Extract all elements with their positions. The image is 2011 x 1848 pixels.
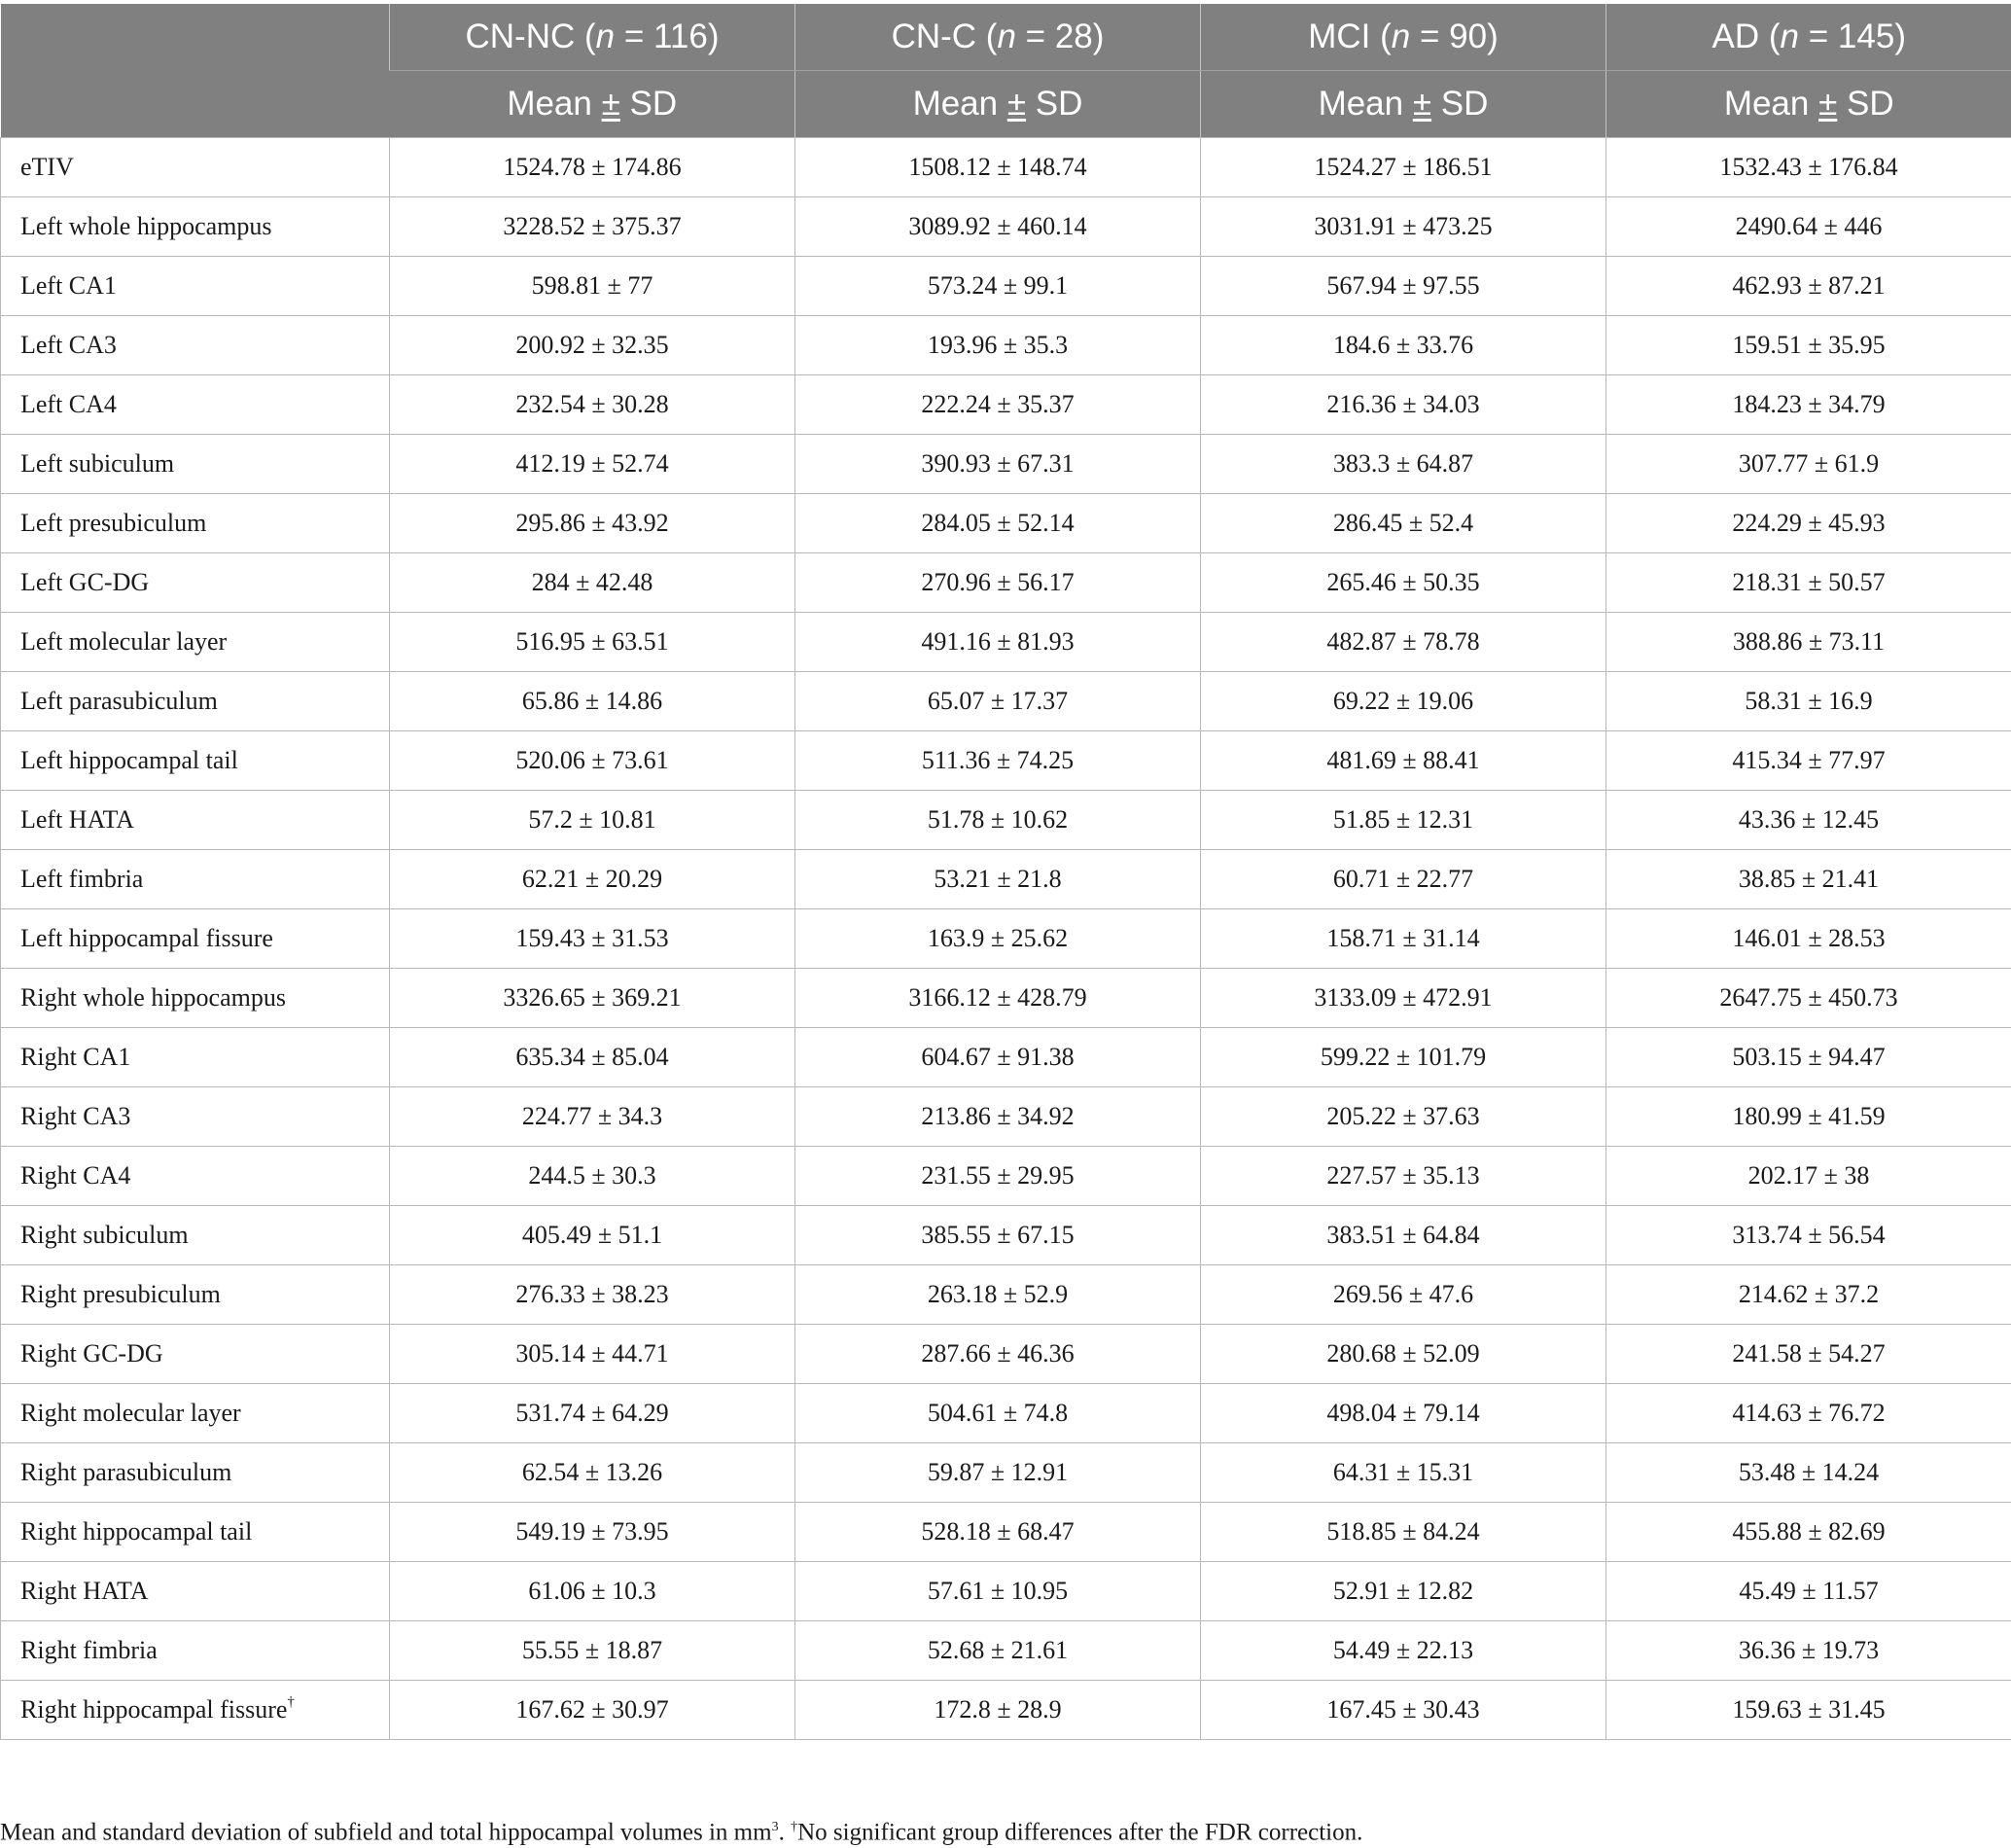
row-label: Right parasubiculum [1,1443,390,1503]
value-cell: 51.85 ± 12.31 [1201,791,1606,850]
value-cell: 244.5 ± 30.3 [390,1147,795,1206]
value-cell: 511.36 ± 74.25 [795,731,1201,791]
value-cell: 2490.64 ± 446 [1606,197,2011,257]
value-cell: 414.63 ± 76.72 [1606,1384,2011,1443]
value-cell: 62.21 ± 20.29 [390,850,795,909]
table-row [1,1325,2011,1384]
value-cell: 167.62 ± 30.97 [390,1681,795,1740]
table-row [1,1265,2011,1325]
value-cell: 383.51 ± 64.84 [1201,1206,1606,1265]
value-cell: 202.17 ± 38 [1606,1147,2011,1206]
stat-header-cell: Mean ± SD [390,71,795,138]
value-cell: 503.15 ± 94.47 [1606,1028,2011,1087]
value-cell: 280.68 ± 52.09 [1201,1325,1606,1384]
row-label: Right hippocampal fissure† [1,1681,390,1740]
value-cell: 214.62 ± 37.2 [1606,1265,2011,1325]
value-cell: 51.78 ± 10.62 [795,791,1201,850]
value-cell: 53.48 ± 14.24 [1606,1443,2011,1503]
value-cell: 1524.78 ± 174.86 [390,138,795,197]
row-label: Right GC-DG [1,1325,390,1384]
value-cell: 57.2 ± 10.81 [390,791,795,850]
table-row [1,1028,2011,1087]
table-row [1,1087,2011,1147]
value-cell: 305.14 ± 44.71 [390,1325,795,1384]
value-cell: 520.06 ± 73.61 [390,731,795,791]
value-cell: 158.71 ± 31.14 [1201,909,1606,969]
value-cell: 269.56 ± 47.6 [1201,1265,1606,1325]
table-row [1,197,2011,257]
value-cell: 216.36 ± 34.03 [1201,375,1606,435]
row-label: Left CA3 [1,316,390,375]
value-cell: 3166.12 ± 428.79 [795,969,1201,1028]
value-cell: 184.23 ± 34.79 [1606,375,2011,435]
value-cell: 481.69 ± 88.41 [1201,731,1606,791]
table-body [1,138,2011,1740]
table-row [1,672,2011,731]
row-label: Right whole hippocampus [1,969,390,1028]
value-cell: 383.3 ± 64.87 [1201,435,1606,494]
value-cell: 604.67 ± 91.38 [795,1028,1201,1087]
value-cell: 222.24 ± 35.37 [795,375,1201,435]
table-row [1,850,2011,909]
value-cell: 307.77 ± 61.9 [1606,435,2011,494]
value-cell: 59.87 ± 12.91 [795,1443,1201,1503]
row-label: Right HATA [1,1562,390,1621]
value-cell: 159.43 ± 31.53 [390,909,795,969]
value-cell: 159.63 ± 31.45 [1606,1681,2011,1740]
value-cell: 3031.91 ± 473.25 [1201,197,1606,257]
value-cell: 3228.52 ± 375.37 [390,197,795,257]
value-cell: 313.74 ± 56.54 [1606,1206,2011,1265]
value-cell: 388.86 ± 73.11 [1606,613,2011,672]
group-header-cnc: CN-C (n = 28) [795,4,1201,71]
value-cell: 1532.43 ± 176.84 [1606,138,2011,197]
value-cell: 284.05 ± 52.14 [795,494,1201,553]
table-row [1,613,2011,672]
row-label: Left presubiculum [1,494,390,553]
value-cell: 265.46 ± 50.35 [1201,553,1606,613]
value-cell: 36.36 ± 19.73 [1606,1621,2011,1681]
value-cell: 531.74 ± 64.29 [390,1384,795,1443]
table-row [1,494,2011,553]
value-cell: 180.99 ± 41.59 [1606,1087,2011,1147]
group-header-cnnc: CN-NC (n = 116) [390,4,795,71]
value-cell: 635.34 ± 85.04 [390,1028,795,1087]
table-row [1,1503,2011,1562]
value-cell: 55.55 ± 18.87 [390,1621,795,1681]
group-header-ad: AD (n = 145) [1606,4,2011,71]
row-label: Left molecular layer [1,613,390,672]
table-row [1,553,2011,613]
value-cell: 52.91 ± 12.82 [1201,1562,1606,1621]
value-cell: 69.22 ± 19.06 [1201,672,1606,731]
table-row [1,1562,2011,1621]
row-label: Left HATA [1,791,390,850]
value-cell: 200.92 ± 32.35 [390,316,795,375]
row-label: Left hippocampal fissure [1,909,390,969]
value-cell: 54.49 ± 22.13 [1201,1621,1606,1681]
hippocampal-volume-table [0,4,2011,1740]
value-cell: 193.96 ± 35.3 [795,316,1201,375]
corner-header-cell [1,4,390,138]
value-cell: 224.77 ± 34.3 [390,1087,795,1147]
value-cell: 549.19 ± 73.95 [390,1503,795,1562]
value-cell: 415.34 ± 77.97 [1606,731,2011,791]
value-cell: 405.49 ± 51.1 [390,1206,795,1265]
value-cell: 286.45 ± 52.4 [1201,494,1606,553]
value-cell: 518.85 ± 84.24 [1201,1503,1606,1562]
value-cell: 2647.75 ± 450.73 [1606,969,2011,1028]
value-cell: 60.71 ± 22.77 [1201,850,1606,909]
value-cell: 232.54 ± 30.28 [390,375,795,435]
value-cell: 1524.27 ± 186.51 [1201,138,1606,197]
value-cell: 53.21 ± 21.8 [795,850,1201,909]
row-label: Right CA3 [1,1087,390,1147]
value-cell: 159.51 ± 35.95 [1606,316,2011,375]
value-cell: 146.01 ± 28.53 [1606,909,2011,969]
row-label: Left CA1 [1,257,390,316]
table-row [1,257,2011,316]
value-cell: 412.19 ± 52.74 [390,435,795,494]
volume-table-container [0,4,2011,1740]
value-cell: 284 ± 42.48 [390,553,795,613]
table-row [1,791,2011,850]
table-row [1,731,2011,791]
value-cell: 390.93 ± 67.31 [795,435,1201,494]
value-cell: 567.94 ± 97.55 [1201,257,1606,316]
value-cell: 52.68 ± 21.61 [795,1621,1201,1681]
table-row [1,1206,2011,1265]
stat-header-cell: Mean ± SD [1201,71,1606,138]
table-row [1,909,2011,969]
value-cell: 58.31 ± 16.9 [1606,672,2011,731]
row-label: Right CA4 [1,1147,390,1206]
table-row [1,435,2011,494]
value-cell: 516.95 ± 63.51 [390,613,795,672]
dagger-mark: † [287,1694,295,1711]
table-row [1,375,2011,435]
table-row [1,1384,2011,1443]
value-cell: 3133.09 ± 472.91 [1201,969,1606,1028]
value-cell: 287.66 ± 46.36 [795,1325,1201,1384]
value-cell: 498.04 ± 79.14 [1201,1384,1606,1443]
stat-header-cell: Mean ± SD [1606,71,2011,138]
value-cell: 64.31 ± 15.31 [1201,1443,1606,1503]
value-cell: 263.18 ± 52.9 [795,1265,1201,1325]
table-row [1,1443,2011,1503]
value-cell: 65.07 ± 17.37 [795,672,1201,731]
value-cell: 462.93 ± 87.21 [1606,257,2011,316]
value-cell: 43.36 ± 12.45 [1606,791,2011,850]
value-cell: 295.86 ± 43.92 [390,494,795,553]
value-cell: 205.22 ± 37.63 [1201,1087,1606,1147]
group-header-mci: MCI (n = 90) [1201,4,1606,71]
value-cell: 482.87 ± 78.78 [1201,613,1606,672]
row-label: Left hippocampal tail [1,731,390,791]
row-label: Left GC-DG [1,553,390,613]
row-label: Left fimbria [1,850,390,909]
row-label: Right CA1 [1,1028,390,1087]
value-cell: 65.86 ± 14.86 [390,672,795,731]
table-row [1,316,2011,375]
row-label: Left whole hippocampus [1,197,390,257]
value-cell: 163.9 ± 25.62 [795,909,1201,969]
row-label: eTIV [1,138,390,197]
table-footnote: Mean and standard deviation of subfield and total hippocampal volumes in $mm^3$. †No significant group differences after the FDR correction. [0,1819,1363,1846]
value-cell: 224.29 ± 45.93 [1606,494,2011,553]
value-cell: 270.96 ± 56.17 [795,553,1201,613]
value-cell: 491.16 ± 81.93 [795,613,1201,672]
row-label: Left CA4 [1,375,390,435]
value-cell: 455.88 ± 82.69 [1606,1503,2011,1562]
value-cell: 227.57 ± 35.13 [1201,1147,1606,1206]
value-cell: 61.06 ± 10.3 [390,1562,795,1621]
value-cell: 167.45 ± 30.43 [1201,1681,1606,1740]
row-label: Right subiculum [1,1206,390,1265]
value-cell: 528.18 ± 68.47 [795,1503,1201,1562]
value-cell: 1508.12 ± 148.74 [795,138,1201,197]
value-cell: 276.33 ± 38.23 [390,1265,795,1325]
row-label: Right hippocampal tail [1,1503,390,1562]
value-cell: 598.81 ± 77 [390,257,795,316]
value-cell: 172.8 ± 28.9 [795,1681,1201,1740]
value-cell: 45.49 ± 11.57 [1606,1562,2011,1621]
value-cell: 504.61 ± 74.8 [795,1384,1201,1443]
row-label: Right fimbria [1,1621,390,1681]
value-cell: 218.31 ± 50.57 [1606,553,2011,613]
value-cell: 3089.92 ± 460.14 [795,197,1201,257]
stat-header-cell: Mean ± SD [795,71,1201,138]
row-label: Right molecular layer [1,1384,390,1443]
value-cell: 599.22 ± 101.79 [1201,1028,1606,1087]
table-row [1,138,2011,197]
row-label: Left subiculum [1,435,390,494]
value-cell: 385.55 ± 67.15 [795,1206,1201,1265]
group-header-row [1,4,2011,71]
table-row [1,1147,2011,1206]
value-cell: 241.58 ± 54.27 [1606,1325,2011,1384]
table-header [1,4,2011,138]
value-cell: 62.54 ± 13.26 [390,1443,795,1503]
value-cell: 231.55 ± 29.95 [795,1147,1201,1206]
value-cell: 184.6 ± 33.76 [1201,316,1606,375]
value-cell: 3326.65 ± 369.21 [390,969,795,1028]
value-cell: 213.86 ± 34.92 [795,1087,1201,1147]
value-cell: 38.85 ± 21.41 [1606,850,2011,909]
table-row [1,969,2011,1028]
value-cell: 57.61 ± 10.95 [795,1562,1201,1621]
row-label: Right presubiculum [1,1265,390,1325]
table-row [1,1681,2011,1740]
value-cell: 573.24 ± 99.1 [795,257,1201,316]
table-row [1,1621,2011,1681]
row-label: Left parasubiculum [1,672,390,731]
